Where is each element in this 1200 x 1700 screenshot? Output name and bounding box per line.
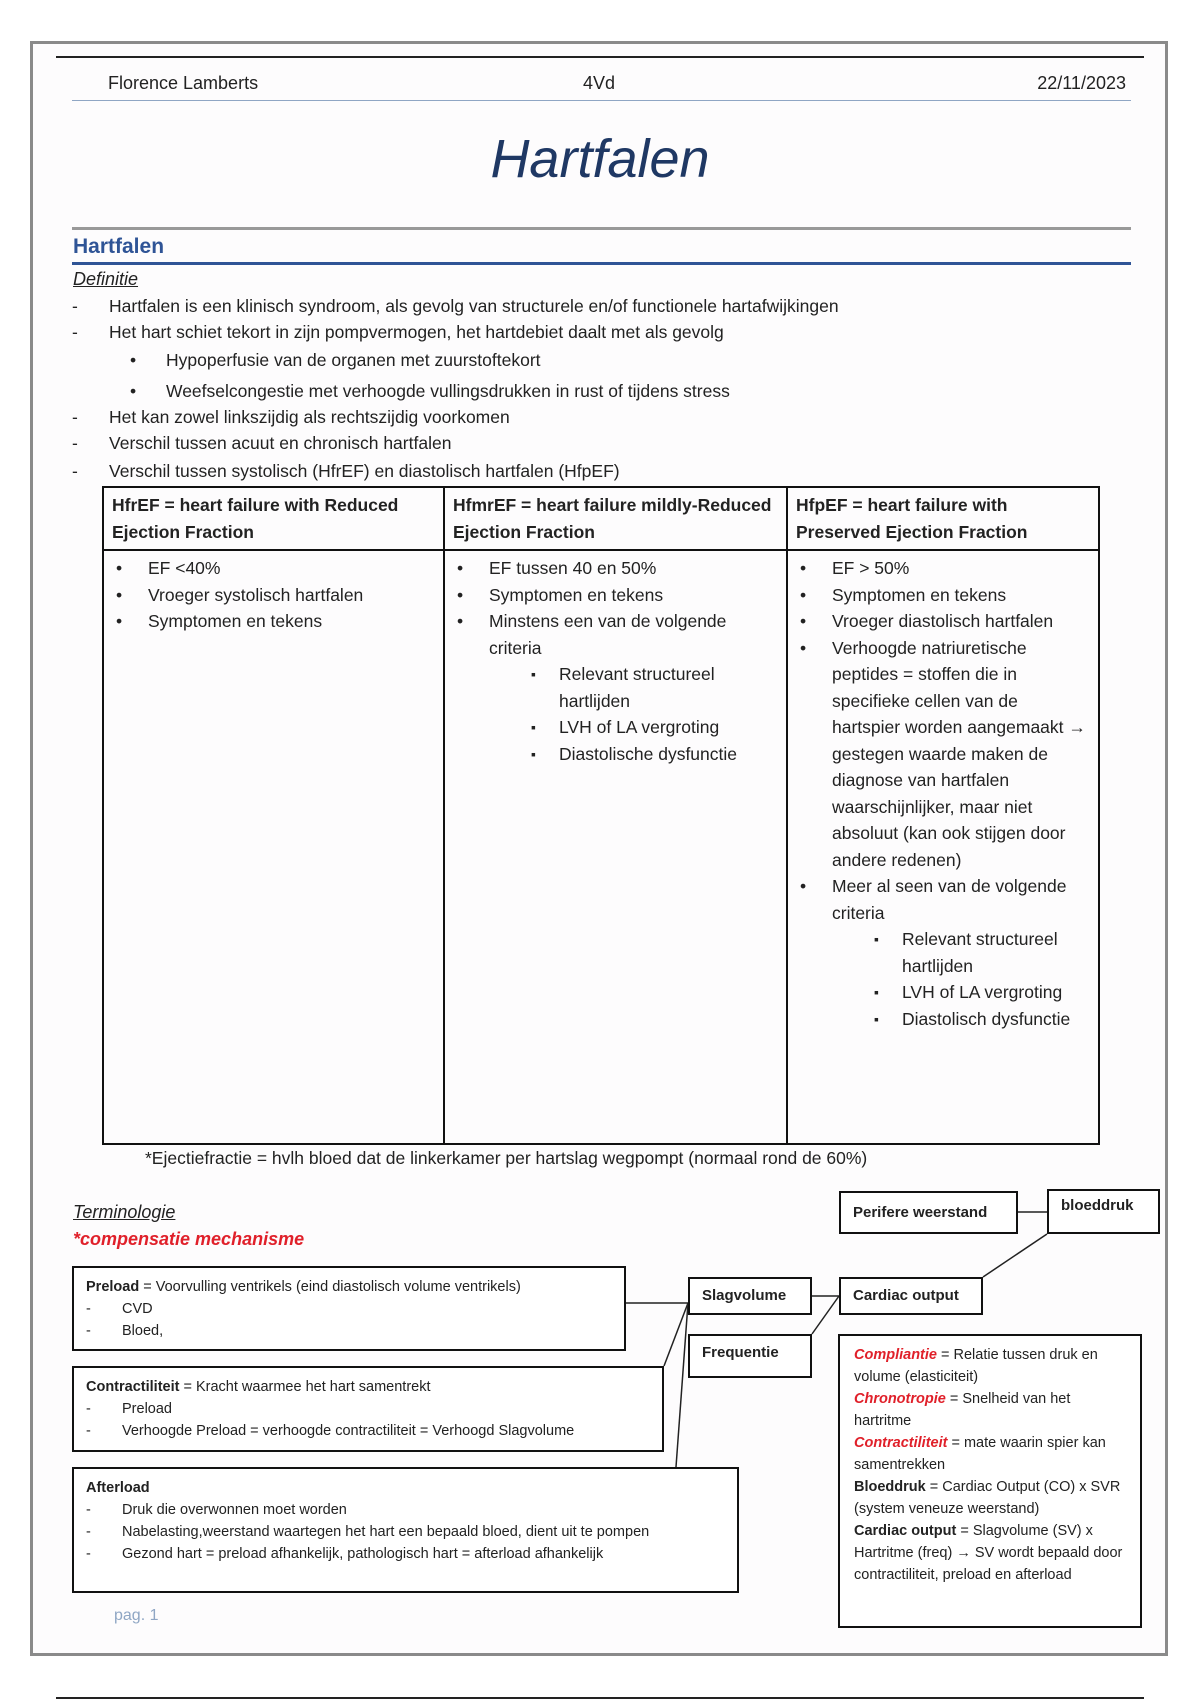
afterload-box: Afterload - Druk die overwonnen moet worden - Nabelasting,weerstand waartegen het hart een bepaald bloed, dient uit te pompen - Gezond hart = preload afhankelijk, pathologisch hart = afterload afhankelijk [72,1467,739,1593]
list-item: • Symptomen en tekens [796,582,1090,609]
node-bloeddruk: bloeddruk [1047,1189,1160,1234]
list-item: Verschil tussen acuut en chronisch hartfalen [109,433,452,453]
definition-chronotropie: Chronotropie = Snelheid van het hartritme [854,1391,1071,1429]
list-item: - Bloed, [86,1320,612,1342]
list-item: Hartfalen is een klinisch syndroom, als gevolg van structurele en/of functionele hartafwijkingen [109,296,839,316]
node-perifere-weerstand: Perifere weerstand [839,1191,1018,1234]
header-date: 22/11/2023 [1037,73,1126,93]
definitie-heading: Definitie [73,269,139,289]
node-frequentie: Frequentie [688,1334,812,1378]
list-item: - Nabelasting,weerstand waartegen het hart een bepaald bloed, dient uit te pompen [86,1521,725,1543]
node-cardiac-output: Cardiac output [839,1277,983,1315]
definitions-box [838,1334,1142,1628]
list-item: Verschil tussen systolisch (HfrEF) en diastolisch hartfalen (HfpEF) [109,461,620,481]
list-item: ▪ LVH of LA vergroting [796,979,1090,1006]
list-item: Het hart schiet tekort in zijn pompvermogen, het hartdebiet daalt met als gevolg [109,322,724,342]
list-item: - CVD [86,1298,612,1320]
list-item: Het kan zowel linkszijdig als rechtszijdig voorkomen [109,407,510,427]
table-header: HfmrEF = heart failure mildly-Reduced Ejection Fraction [444,487,787,550]
contractiliteit-box: Contractiliteit = Kracht waarmee het hart samentrekt - Preload - Verhoogde Preload = verhoogde contractiliteit = Verhoogd Slagvolume [72,1366,664,1452]
list-item: • Verhoogde natriuretische peptides = stoffen die in specifieke cellen van de hartspier worden aangemaakt → gestegen waarde maken de diagnose van hartfalen waarschijnlijker, maar niet absoluut (kan ook stijgen door andere redenen) [796,635,1090,874]
definition-contractiliteit: Contractiliteit = mate waarin spier kan samentrekken [854,1435,1106,1473]
node-slagvolume: Slagvolume [688,1277,812,1315]
list-item: • Minstens een van de volgende criteria [453,608,778,661]
page-title: Hartfalen [490,129,710,189]
list-item: ▪ Diastolisch dysfunctie [796,1006,1090,1033]
list-item: ▪ Diastolische dysfunctie [453,741,778,768]
list-item: - Verhoogde Preload = verhoogde contractiliteit = Verhoogd Slagvolume [86,1420,650,1442]
compensatie-heading: *compensatie mechanisme [73,1229,305,1249]
list-item: Weefselcongestie met verhoogde vullingsdrukken in rust of tijdens stress [166,381,730,401]
list-item: - Gezond hart = preload afhankelijk, pathologisch hart = afterload afhankelijk [86,1543,725,1565]
section-heading: Hartfalen [73,235,165,258]
next-page-rule [56,1697,1144,1699]
terminologie-heading: Terminologie [73,1202,176,1222]
list-item: • EF tussen 40 en 50% [453,555,778,582]
definition-cardiac-output: Cardiac output = Slagvolume (SV) x Hartritme (freq) → SV wordt bepaald door contractiliteit, preload en afterload [854,1523,1123,1583]
list-item: • Vroeger systolisch hartfalen [112,582,435,609]
preload-box: Preload = Voorvulling ventrikels (eind diastolisch volume ventrikels) - CVD - Bloed, [72,1266,626,1351]
list-item: • EF > 50% [796,555,1090,582]
definition-compliantie: Compliantie = Relatie tussen druk en volume (elasticiteit) [854,1347,1098,1385]
list-item: • Vroeger diastolisch hartfalen [796,608,1090,635]
list-item: ▪ Relevant structureel hartlijden [453,661,778,714]
definition-bloeddruk: Bloeddruk = Cardiac Output (CO) x SVR (system veneuze weerstand) [854,1479,1121,1517]
table-header: HfrEF = heart failure with Reduced Ejection Fraction [103,487,444,550]
list-item: Hypoperfusie van de organen met zuurstoftekort [166,350,541,370]
header-author: Florence Lamberts [108,73,259,93]
list-item: ▪ Relevant structureel hartlijden [796,926,1090,979]
list-item: • Symptomen en tekens [112,608,435,635]
footnote: *Ejectiefractie = hvlh bloed dat de linkerkamer per hartslag wegpompt (normaal rond de 60%) [145,1148,868,1168]
table-header: HfpEF = heart failure with Preserved Ejection Fraction [787,487,1099,550]
page-number: pag. 1 [114,1607,159,1624]
list-item: - Preload [86,1398,650,1420]
list-item: ▪ LVH of LA vergroting [453,714,778,741]
header-class: 4Vd [583,73,616,93]
list-item: • Meer al seen van de volgende criteria [796,873,1090,926]
list-item: - Druk die overwonnen moet worden [86,1499,725,1521]
list-item: • EF <40% [112,555,435,582]
list-item: • Symptomen en tekens [453,582,778,609]
